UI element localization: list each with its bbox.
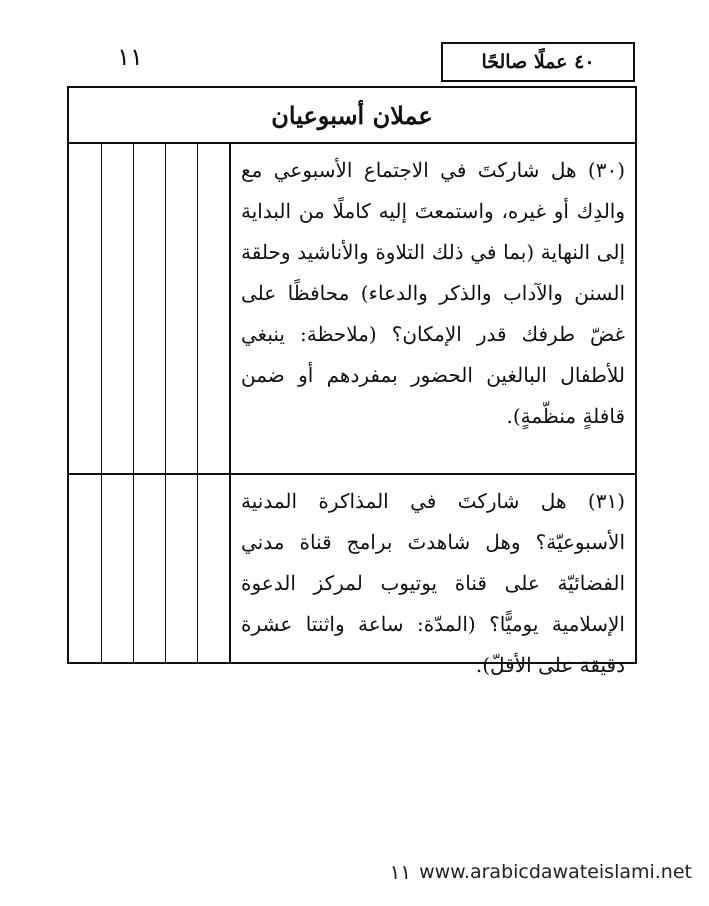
question-30-text: (٣٠) هل شاركتَ في الاجتماع الأسبوعي مع والدِك أو غيره، واستمعتَ إليه كاملًا من البداية إلى النهاية (بما في ذلك التلاوة والأناشيد وحلقة السنن والآداب والذكر والدعاء) محافظًا على غضّ طرفك قدر الإمكان؟ (ملاحظة: ينبغي للأطفال البالغين الحضور بمفردهم أو ضمن قافلةٍ منظّمةٍ). bbox=[241, 158, 625, 428]
checkbox-column[interactable] bbox=[133, 475, 166, 664]
checkbox-column[interactable] bbox=[165, 144, 198, 473]
text-cell bbox=[229, 475, 635, 677]
checkbox-column[interactable] bbox=[101, 144, 134, 473]
checklist-table bbox=[67, 86, 637, 677]
footer-website-link[interactable]: www.arabicdawateislami.net bbox=[419, 861, 692, 883]
footer bbox=[340, 857, 692, 887]
header-label: ٤٠ عملًا صالحًا bbox=[481, 51, 595, 73]
footer-page-number: ١١ bbox=[389, 860, 412, 884]
checkbox-column[interactable] bbox=[197, 144, 230, 473]
checkbox-column[interactable] bbox=[197, 475, 230, 664]
checkbox-column[interactable] bbox=[133, 144, 166, 473]
header-label-box bbox=[441, 42, 635, 82]
question-31-text: (٣١) هل شاركتَ في المذاكرة المدنية الأسبوعيّة؟ وهل شاهدتَ برامج قناة مدني الفضائيّة على قناة يوتيوب لمركز الدعوة الإسلامية يوميًّا؟ (المدّة: ساعة واثنتا عشرة دقيقة على الأقلّ). bbox=[241, 489, 625, 677]
table-title: عملان أسبوعيان bbox=[69, 88, 635, 144]
table-row-31 bbox=[69, 475, 635, 677]
table-row-30 bbox=[69, 144, 635, 475]
checkbox-column[interactable] bbox=[165, 475, 198, 664]
text-cell bbox=[229, 144, 635, 473]
checkbox-column[interactable] bbox=[101, 475, 134, 664]
page-number-top: ١١ bbox=[117, 43, 143, 71]
